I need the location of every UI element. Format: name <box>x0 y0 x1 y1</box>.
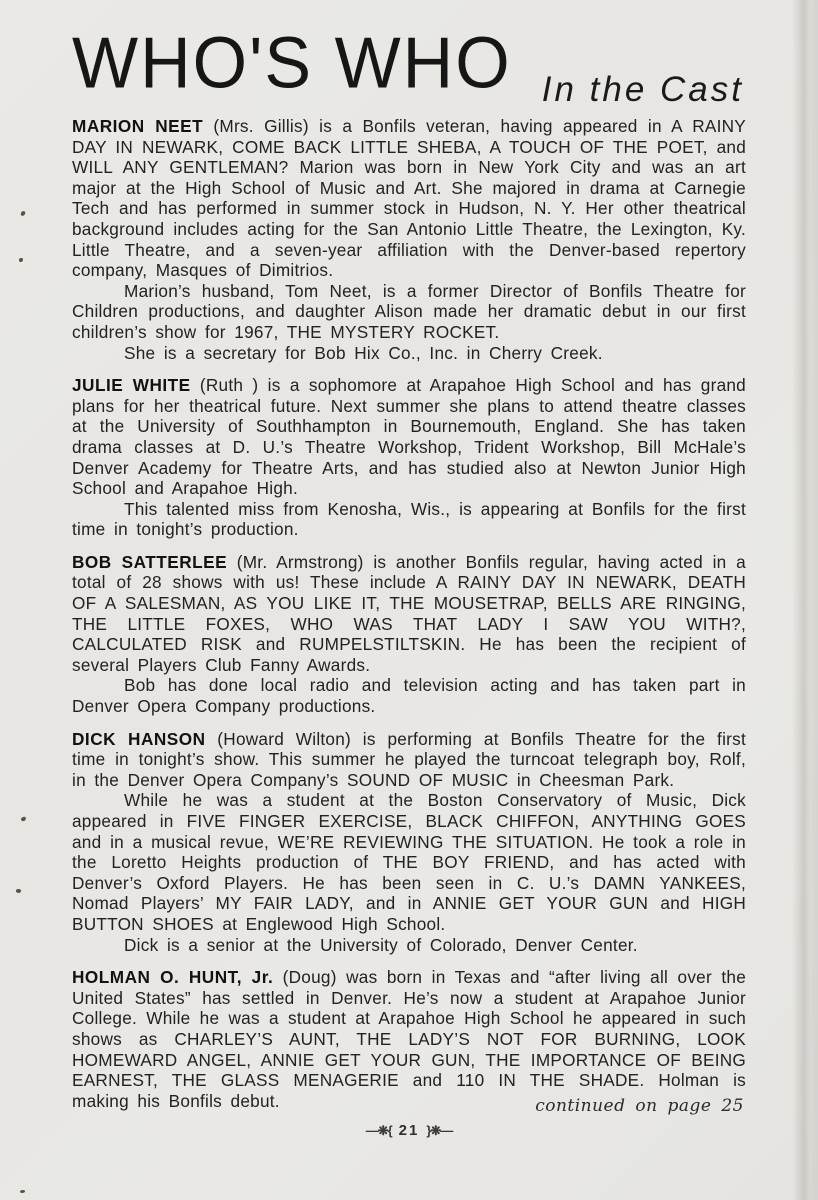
bio-name: MARION NEET <box>72 116 204 136</box>
continued-note: continued on page 25 <box>535 1096 744 1116</box>
bio-lead-text: (Doug) was born in Texas and “after living all over the United States” has settled in Denver. He’s now a student at Arapahoe Junior College. While he was a student at Arapahoe High School he appeared in such shows as CHARLEY’S AUNT, THE LADY’S NOT FOR BURNING, LOOK HOMEWARD ANGEL, ANNIE GET YOUR GUN, THE IMPORTANCE OF BEING EARNEST, THE GLASS MENAGERIE and 110 IN THE SHADE. Holman is making his Bonfils debut. <box>72 967 746 1111</box>
page-header <box>0 0 818 110</box>
bio-name: BOB SATTERLEE <box>72 551 228 572</box>
paper-scan-edge <box>792 0 818 1200</box>
bio-paragraph: This talented miss from Kenosha, Wis., is appearing at Bonfils for the first time in tonight’s production. <box>72 498 746 540</box>
bio-lead-text: (Howard Wilton) is performing at Bonfils Theatre for the first time in tonight’s show. This summer he played the turncoat telegraph boy, Rolf, in the Denver Opera Company’s SOUND OF MUSIC in Cheesman Park. <box>72 728 746 790</box>
bio-section-marion-neet <box>72 116 746 363</box>
bio-name: JULIE WHITE <box>72 375 191 396</box>
bio-lead-text: (Ruth ) is a sophomore at Arapahoe High School and has grand plans for her theatrical future. Next summer she plans to attend theatre classes at the University of Southhampton in Bournemouth, England. She has taken drama classes at D. U.’s Theatre Workshop, Trident Workshop, Bill McHale’s Denver Academy for Theatre Arts, and has studied also at Newton Junior High School and Arapahoe High. <box>72 375 746 499</box>
ink-speck <box>20 1190 25 1193</box>
bio-lead-text: (Mr. Armstrong) is another Bonfils regular, having acted in a total of 28 shows with us! These include A RAINY DAY IN NEWARK, DEATH OF A SALESMAN, AS YOU LIKE IT, THE MOUSETRAP, BELLS ARE RINGING, THE LITTLE FOXES, WHO WAS THAT LADY I SAW YOU WITH?, CALCULATED RISK and RUMPELSTILTSKIN. He has been the recipient of several Players Club Fanny Awards. <box>72 551 746 675</box>
ornament-right-icon: }❋— <box>426 1123 453 1138</box>
bio-section-holman-hunt <box>72 967 746 1111</box>
page-title: WHO'S WHO <box>72 21 512 103</box>
bio-lead-paragraph <box>72 116 746 281</box>
bio-lead-text: (Mrs. Gillis) is a Bonfils veteran, having appeared in A RAINY DAY IN NEWARK, COME BACK LITTLE SHEBA, A TOUCH OF THE POET, and WILL ANY GENTLEMAN? Marion was born in New York City and was an art major at the High School of Music and Art. She majored in drama at Carnegie Tech and has performed in summer stock in Hudson, N. Y. Her other theatrical background includes acting for the San Antonio Little Theatre, the Lexington, Ky. Little Theatre, and a seven-year affiliation with the Denver-based repertory company, Masques of Dimitrios. <box>72 116 747 281</box>
bio-paragraph: While he was a student at the Boston Conservatory of Music, Dick appeared in FIVE FINGER EXERCISE, BLACK CHIFFON, ANYTHING GOES and in a musical revue, WE’RE REVIEWING THE SITUATION. He took a role in the Loretto Heights production of THE BOY FRIEND, and has acted with Denver’s Oxford Players. He has been seen in C. U.’s DAMN YANKEES, Nomad Players’ MY FAIR LADY, and in ANNIE GET YOUR GUN and HIGH BUTTON SHOES at Englewood High School. <box>72 790 746 934</box>
bio-section-dick-hanson <box>72 729 746 956</box>
bio-lead-paragraph <box>72 375 746 499</box>
page-subtitle: In the Cast <box>541 70 744 109</box>
bio-section-bob-satterlee <box>72 552 746 717</box>
bio-lead-paragraph <box>72 729 746 791</box>
page-number-footer <box>0 1122 818 1139</box>
bio-name: HOLMAN O. HUNT, Jr. <box>72 967 274 988</box>
ornament-left-icon: —❋{ <box>365 1123 392 1138</box>
bio-paragraph: She is a secretary for Bob Hix Co., Inc. in Cherry Creek. <box>124 342 603 363</box>
bio-paragraph: Bob has done local radio and television acting and has taken part in Denver Opera Company productions. <box>72 675 746 717</box>
bio-lead-paragraph <box>72 552 746 676</box>
bio-section-julie-white <box>72 375 746 540</box>
page-number: 21 <box>398 1122 420 1139</box>
bio-paragraph: Dick is a senior at the University of Colorado, Denver Center. <box>124 934 638 955</box>
bio-paragraph: Marion’s husband, Tom Neet, is a former Director of Bonfils Theatre for Children productions, and daughter Alison made her dramatic debut in our first children’s show for 1967, THE MYSTERY ROCKET. <box>72 280 746 342</box>
cast-bios <box>0 110 818 1111</box>
bio-name: DICK HANSON <box>72 728 206 749</box>
bio-lead-paragraph <box>72 967 746 1111</box>
